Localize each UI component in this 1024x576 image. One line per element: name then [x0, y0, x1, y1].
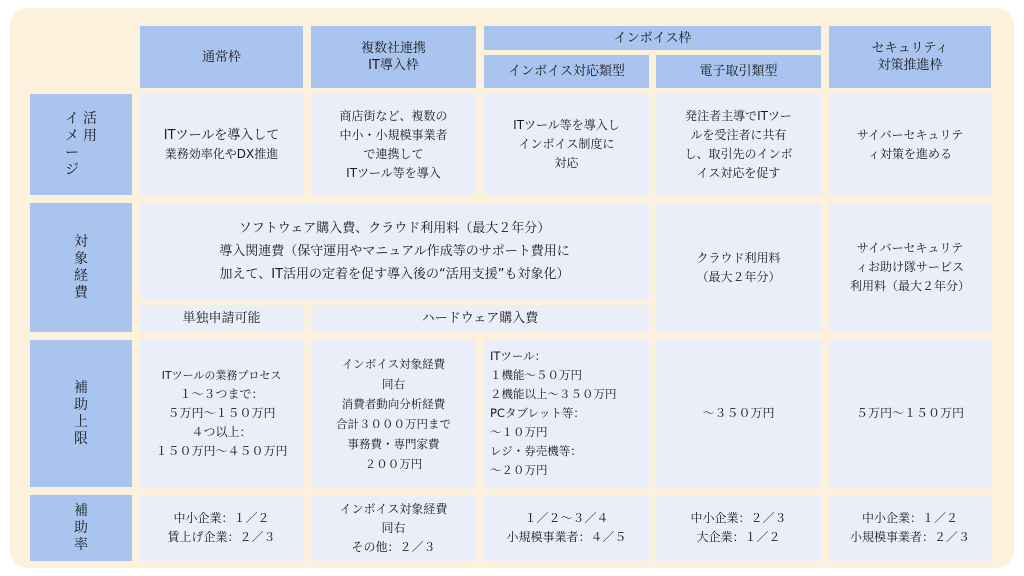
image-ecommerce: 発注者主導でITツー ルを受注者に共有 し、取引先のインボ イス対応を促す: [656, 94, 821, 195]
image-regular: ITツールを導入して 業務効率化やDX推進: [140, 94, 303, 195]
limit-ecommerce: ～３５０万円: [656, 340, 821, 487]
row-label-limit: 補 助 上 限: [30, 340, 132, 487]
cost-main: ソフトウェア購入費、クラウド利用料（最大２年分） 導入関連費（保守運用やマニュアル作成等のサポート費用に 加えて、IT活用の定着を促す導入後の“活用支援”も対象化）: [140, 203, 649, 299]
header-regular: 通常枠: [140, 26, 303, 88]
row-label-rate: 補 助 率: [30, 495, 132, 561]
header-security: セキュリティ 対策推進枠: [829, 26, 991, 88]
limit-regular: ITツールの業務プロセス １～３つまで： ５万円～１５０万円 ４つ以上： １５０万円～４５０万円: [140, 340, 303, 487]
rate-multi: インボイス対象経費 同右 その他：２／３: [311, 495, 476, 561]
header-invoice-type: インボイス対応類型: [484, 55, 649, 88]
rate-invoice: １／２～３／４ 小規模事業者：４／５: [484, 495, 649, 561]
cost-hardware: ハードウェア購入費: [311, 305, 649, 332]
header-invoice: インボイス枠: [484, 26, 821, 50]
image-multi: 商店街など、複数の 中小・小規模事業者 で連携して ITツール等を導入: [311, 94, 476, 195]
header-ecommerce-type: 電子取引類型: [656, 55, 821, 88]
limit-invoice: ITツール： １機能～５０万円 ２機能以上～３５０万円 PCタブレット等： ～１０万円 レジ・券売機等： ～２０万円: [484, 340, 649, 487]
row-label-image: 活 用 イ メ ー ジ: [30, 94, 132, 195]
image-security: サイバーセキュリテ ィ対策を進める: [829, 94, 991, 195]
cost-single-apply: 単独申請可能: [140, 305, 303, 332]
limit-security: ５万円～１５０万円: [829, 340, 991, 487]
rate-ecommerce: 中小企業：２／３ 大企業：１／２: [656, 495, 821, 561]
row-label-cost: 対 象 経 費: [30, 203, 132, 332]
header-multi: 複数社連携 IT導入枠: [311, 26, 476, 88]
rate-security: 中小企業：１／２ 小規模事業者：２／３: [829, 495, 991, 561]
rate-regular: 中小企業：１／２ 賃上げ企業：２／３: [140, 495, 303, 561]
limit-multi: インボイス対象経費 同右 消費者動向分析経費 合計３０００万円まで 事務費・専門家費 ２００万円: [311, 340, 476, 487]
image-invoice: ITツール等を導入し インボイス制度に 対応: [484, 94, 649, 195]
cost-ecommerce: クラウド利用料 （最大２年分）: [656, 203, 821, 332]
cost-security: サイバーセキュリテ ィお助け隊サービス 利用料（最大２年分）: [829, 203, 991, 332]
